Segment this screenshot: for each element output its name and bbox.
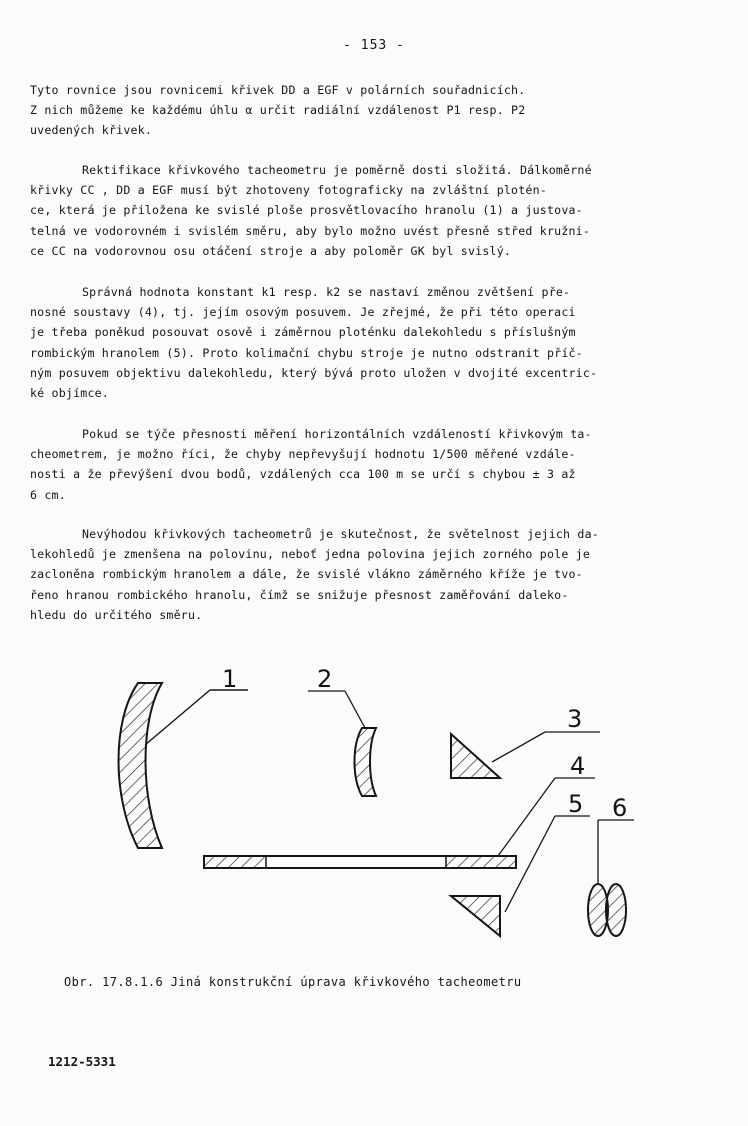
lens-2	[355, 728, 377, 796]
paragraph-1: Tyto rovnice jsou rovnicemi křivek DD a EGF v polárních souřadnicích. Z nich můžeme ke každému úhlu α určit radiální vzdálenost P1 resp. P2 uvedených křivek.	[30, 83, 526, 138]
lens-1	[119, 683, 163, 848]
paragraph-4: Pokud se týče přesnosti měření horizontálních vzdáleností křivkovým ta- cheometrem, je možno říci, že chyby nepřevyšují hodnotu 1/500 měřené vzdále- nosti a že převýšení dvou bodů, vzdálených cca 100 m se určí s chybou ± 3 až 6 cm.	[30, 427, 592, 502]
prism-3	[451, 734, 500, 778]
leader-5	[505, 816, 590, 912]
prism-5	[451, 896, 500, 936]
page-number: - 153 -	[343, 38, 405, 53]
lens-6	[588, 884, 626, 936]
document-code: 1212-5331	[48, 1054, 116, 1069]
label-1: 1	[222, 665, 238, 693]
leader-2	[308, 691, 365, 728]
paragraph-3: Správná hodnota konstant k1 resp. k2 se nastaví změnou zvětšení pře- nosné soustavy (4), tj. jejím osovým posuvem. Je zřejmé, že při této operaci je třeba poněkud posouvat osově i záměrnou ploténku dalekohledu s příslušným rombickým hranolem (5). Proto kolimační chybu stroje je nutno odstranit příč- ným posuvem objektivu dalekohledu, který bývá proto uložen v dvojité excentric- ké objímce.	[30, 285, 598, 401]
optical-diagram	[0, 650, 748, 960]
leader-1	[145, 690, 248, 745]
paragraph-5: Nevýhodou křivkových tacheometrů je skutečnost, že světelnost jejich da- lekohledů je zmenšena na polovinu, neboť jedna polovina jejich zorného pole je zacloněna rombickým hranolem a dále, že svislé vlákno záměrného kříže je tvo- řeno hranou rombického hranolu, čímž se snižuje přesnost zaměřování daleko- hledu do určitého směru.	[30, 527, 599, 622]
label-3: 3	[567, 705, 583, 733]
leader-6	[598, 820, 634, 884]
paragraph-2: Rektifikace křivkového tacheometru je poměrně dosti složitá. Dálkoměrné křivky CC , DD a EGF musí být zhotoveny fotograficky na zvláštní plotén- ce, která je přiložena ke svislé ploše prosvětlovacího hranolu (1) a justova- telná ve vodorovném i svislém směru, aby bylo možno uvést přesně střed kružni- ce CC na vodorovnou osu otáčení stroje a aby poloměr GK byl svislý.	[30, 163, 592, 258]
label-5: 5	[568, 790, 584, 818]
label-2: 2	[317, 665, 333, 693]
figure-caption: Obr. 17.8.1.6 Jiná konstrukční úprava křivkového tacheometru	[64, 975, 522, 989]
label-4: 4	[570, 752, 586, 780]
optical-bar	[204, 856, 516, 868]
label-6: 6	[612, 794, 628, 822]
